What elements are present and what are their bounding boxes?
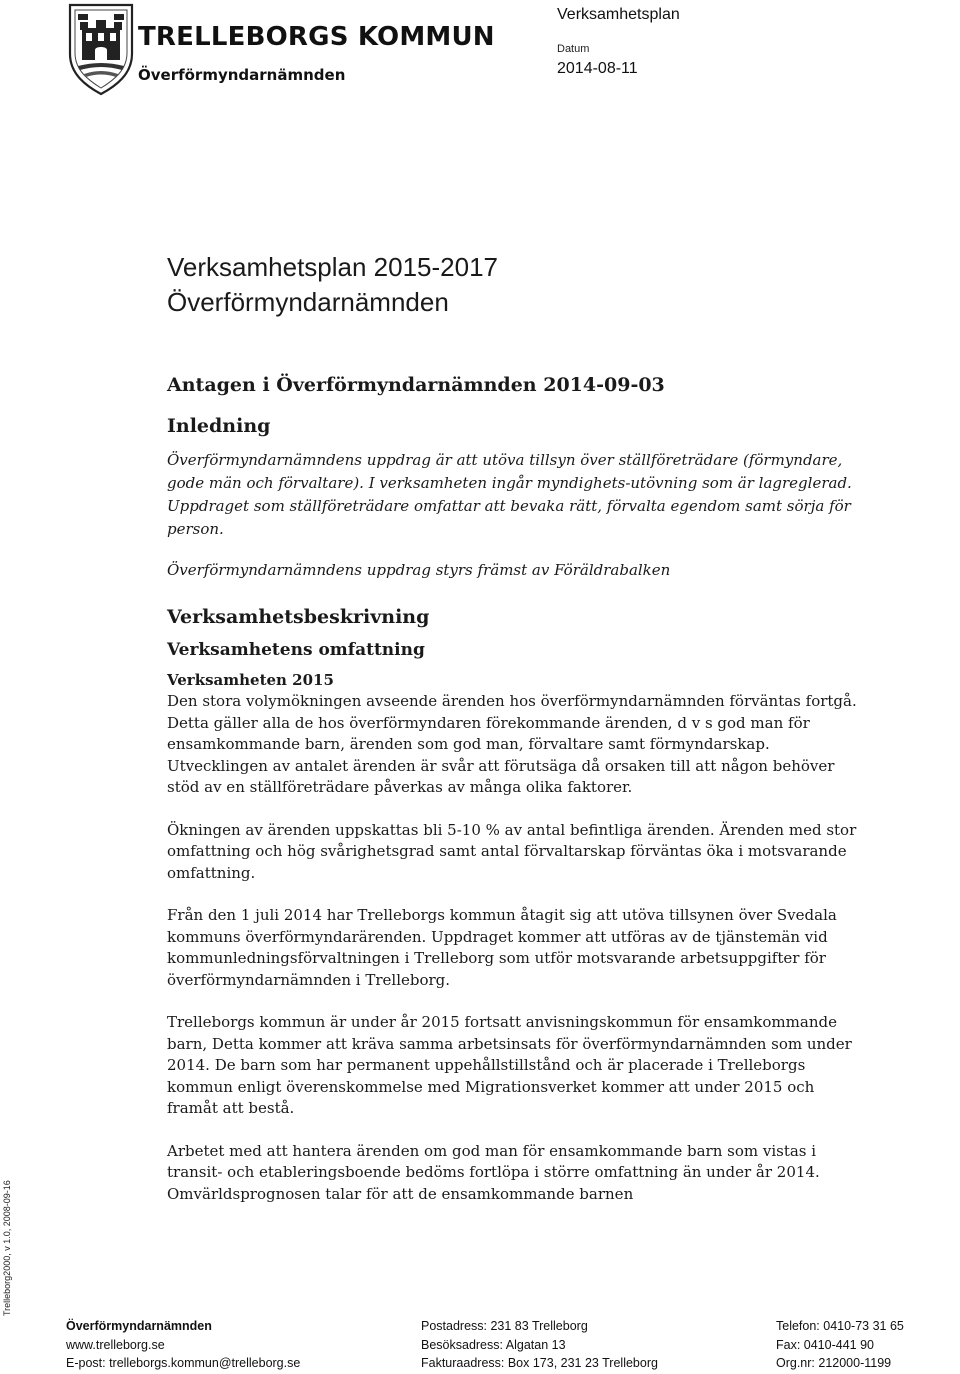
- footer-email-link[interactable]: E-post: trelleborgs.kommun@trelleborg.se: [66, 1356, 301, 1370]
- adoption-heading: Antagen i Överförmyndarnämnden 2014-09-03: [167, 374, 665, 396]
- document-title: [167, 250, 498, 320]
- footer-address-column: [421, 1317, 658, 1373]
- date-value: 2014-08-11: [557, 60, 638, 77]
- footer-department: Överförmyndarnämnden: [66, 1319, 212, 1333]
- footer-phone: Telefon: 0410-73 31 65: [776, 1319, 904, 1333]
- footer-contact-column: [66, 1317, 300, 1373]
- footer-phone-column: [776, 1317, 904, 1373]
- document-body: [167, 374, 857, 1226]
- footer-fax: Fax: 0410-441 90: [776, 1337, 874, 1352]
- footer-website-link[interactable]: www.trelleborg.se: [66, 1337, 165, 1352]
- introduction-paragraph: Överförmyndarnämndens uppdrag är att utöva tillsyn över ställföreträdare (förmyndare, gode män och förvaltare). I verksamheten ingår myndighets-utövning som är lagreglerad. Uppdraget som ställföreträdare omfattar att bevaka rätt, förvalta egendom samt sörja för person.: [167, 451, 852, 538]
- body-paragraph: Från den 1 juli 2014 har Trelleborgs kommun åtagit sig att utöva tillsynen över Svedala kommuns överförmyndarärenden. Uppdraget kommer att utföras av de tjänstemän vid kommunledningsförvaltningen i Trelleborg som utför motsvarande arbetsuppgifter för överförmyndarnämnden i Trelleborg.: [167, 906, 837, 989]
- document-title-line-2: Överförmyndarnämnden: [167, 287, 449, 317]
- organization-name: TRELLEBORGS KOMMUN: [138, 22, 495, 52]
- municipal-crest-icon: [66, 2, 136, 96]
- document-title-line-1: Verksamhetsplan 2015-2017: [167, 252, 499, 282]
- document-type: Verksamhetsplan: [557, 6, 680, 23]
- date-label: Datum: [557, 43, 590, 55]
- page-footer: [66, 1317, 926, 1373]
- introduction-heading: Inledning: [167, 415, 271, 437]
- body-paragraph: Arbetet med att hantera ärenden om god man för ensamkommande barn som vistas i transit- och etableringsboende bedöms fortlöpa i större omfattning än under år 2014. Omvärldsprognosen talar för att de ensamkommande barnen: [167, 1141, 820, 1203]
- organization-department: Överförmyndarnämnden: [138, 66, 346, 84]
- footer-org-number: Org.nr: 212000-1199: [776, 1356, 892, 1370]
- introduction-legal-basis: Överförmyndarnämndens uppdrag styrs främst av Föräldrabalken: [167, 561, 671, 579]
- operations-2015-heading: Verksamheten 2015: [167, 671, 334, 689]
- footer-visiting-address: Besöksadress: Algatan 13: [421, 1337, 566, 1352]
- organization-logo: [66, 2, 506, 98]
- footer-postal-address: Postadress: 231 83 Trelleborg: [421, 1319, 588, 1333]
- body-paragraph: Den stora volymökningen avseende ärenden hos överförmyndarnämnden förväntas fortgå. Detta gäller alla de hos överförmyndaren förekommande ärenden, d v s god man för ensamkommande barn, ärenden som god man, förvaltare samt förmyndarskap. Utvecklingen av antalet ärenden är svår att förutsäga då orsaken till att någon behöver stöd av en ställföreträdare påverkas av många olika faktorer.: [167, 692, 857, 796]
- body-paragraph: Ökningen av ärenden uppskattas bli 5-10 % av antal befintliga ärenden. Ärenden med stor omfattning och hög svårighetsgrad samt antal förvaltarskap förväntas öka i motsvarande omfattning.: [167, 820, 857, 882]
- footer-invoice-address: Fakturaadress: Box 173, 231 23 Trelleborg: [421, 1356, 658, 1370]
- operations-scope-heading: Verksamhetens omfattning: [167, 640, 425, 660]
- template-version-text: Trelleborg2000, v 1.0, 2008-09-16: [2, 1180, 12, 1316]
- operations-description-heading: Verksamhetsbeskrivning: [167, 606, 430, 628]
- body-paragraph: Trelleborgs kommun är under år 2015 fortsatt anvisningskommun för ensamkommande barn, Detta kommer att kräva samma arbetsinsats för överförmyndarnämnden som under 2014. De barn som har permanent uppehållstillstånd och är placerade i Trelleborgs kommun enligt överenskommelse med Migrationsverket kommer att under 2015 och framåt att bestå.: [167, 1013, 852, 1117]
